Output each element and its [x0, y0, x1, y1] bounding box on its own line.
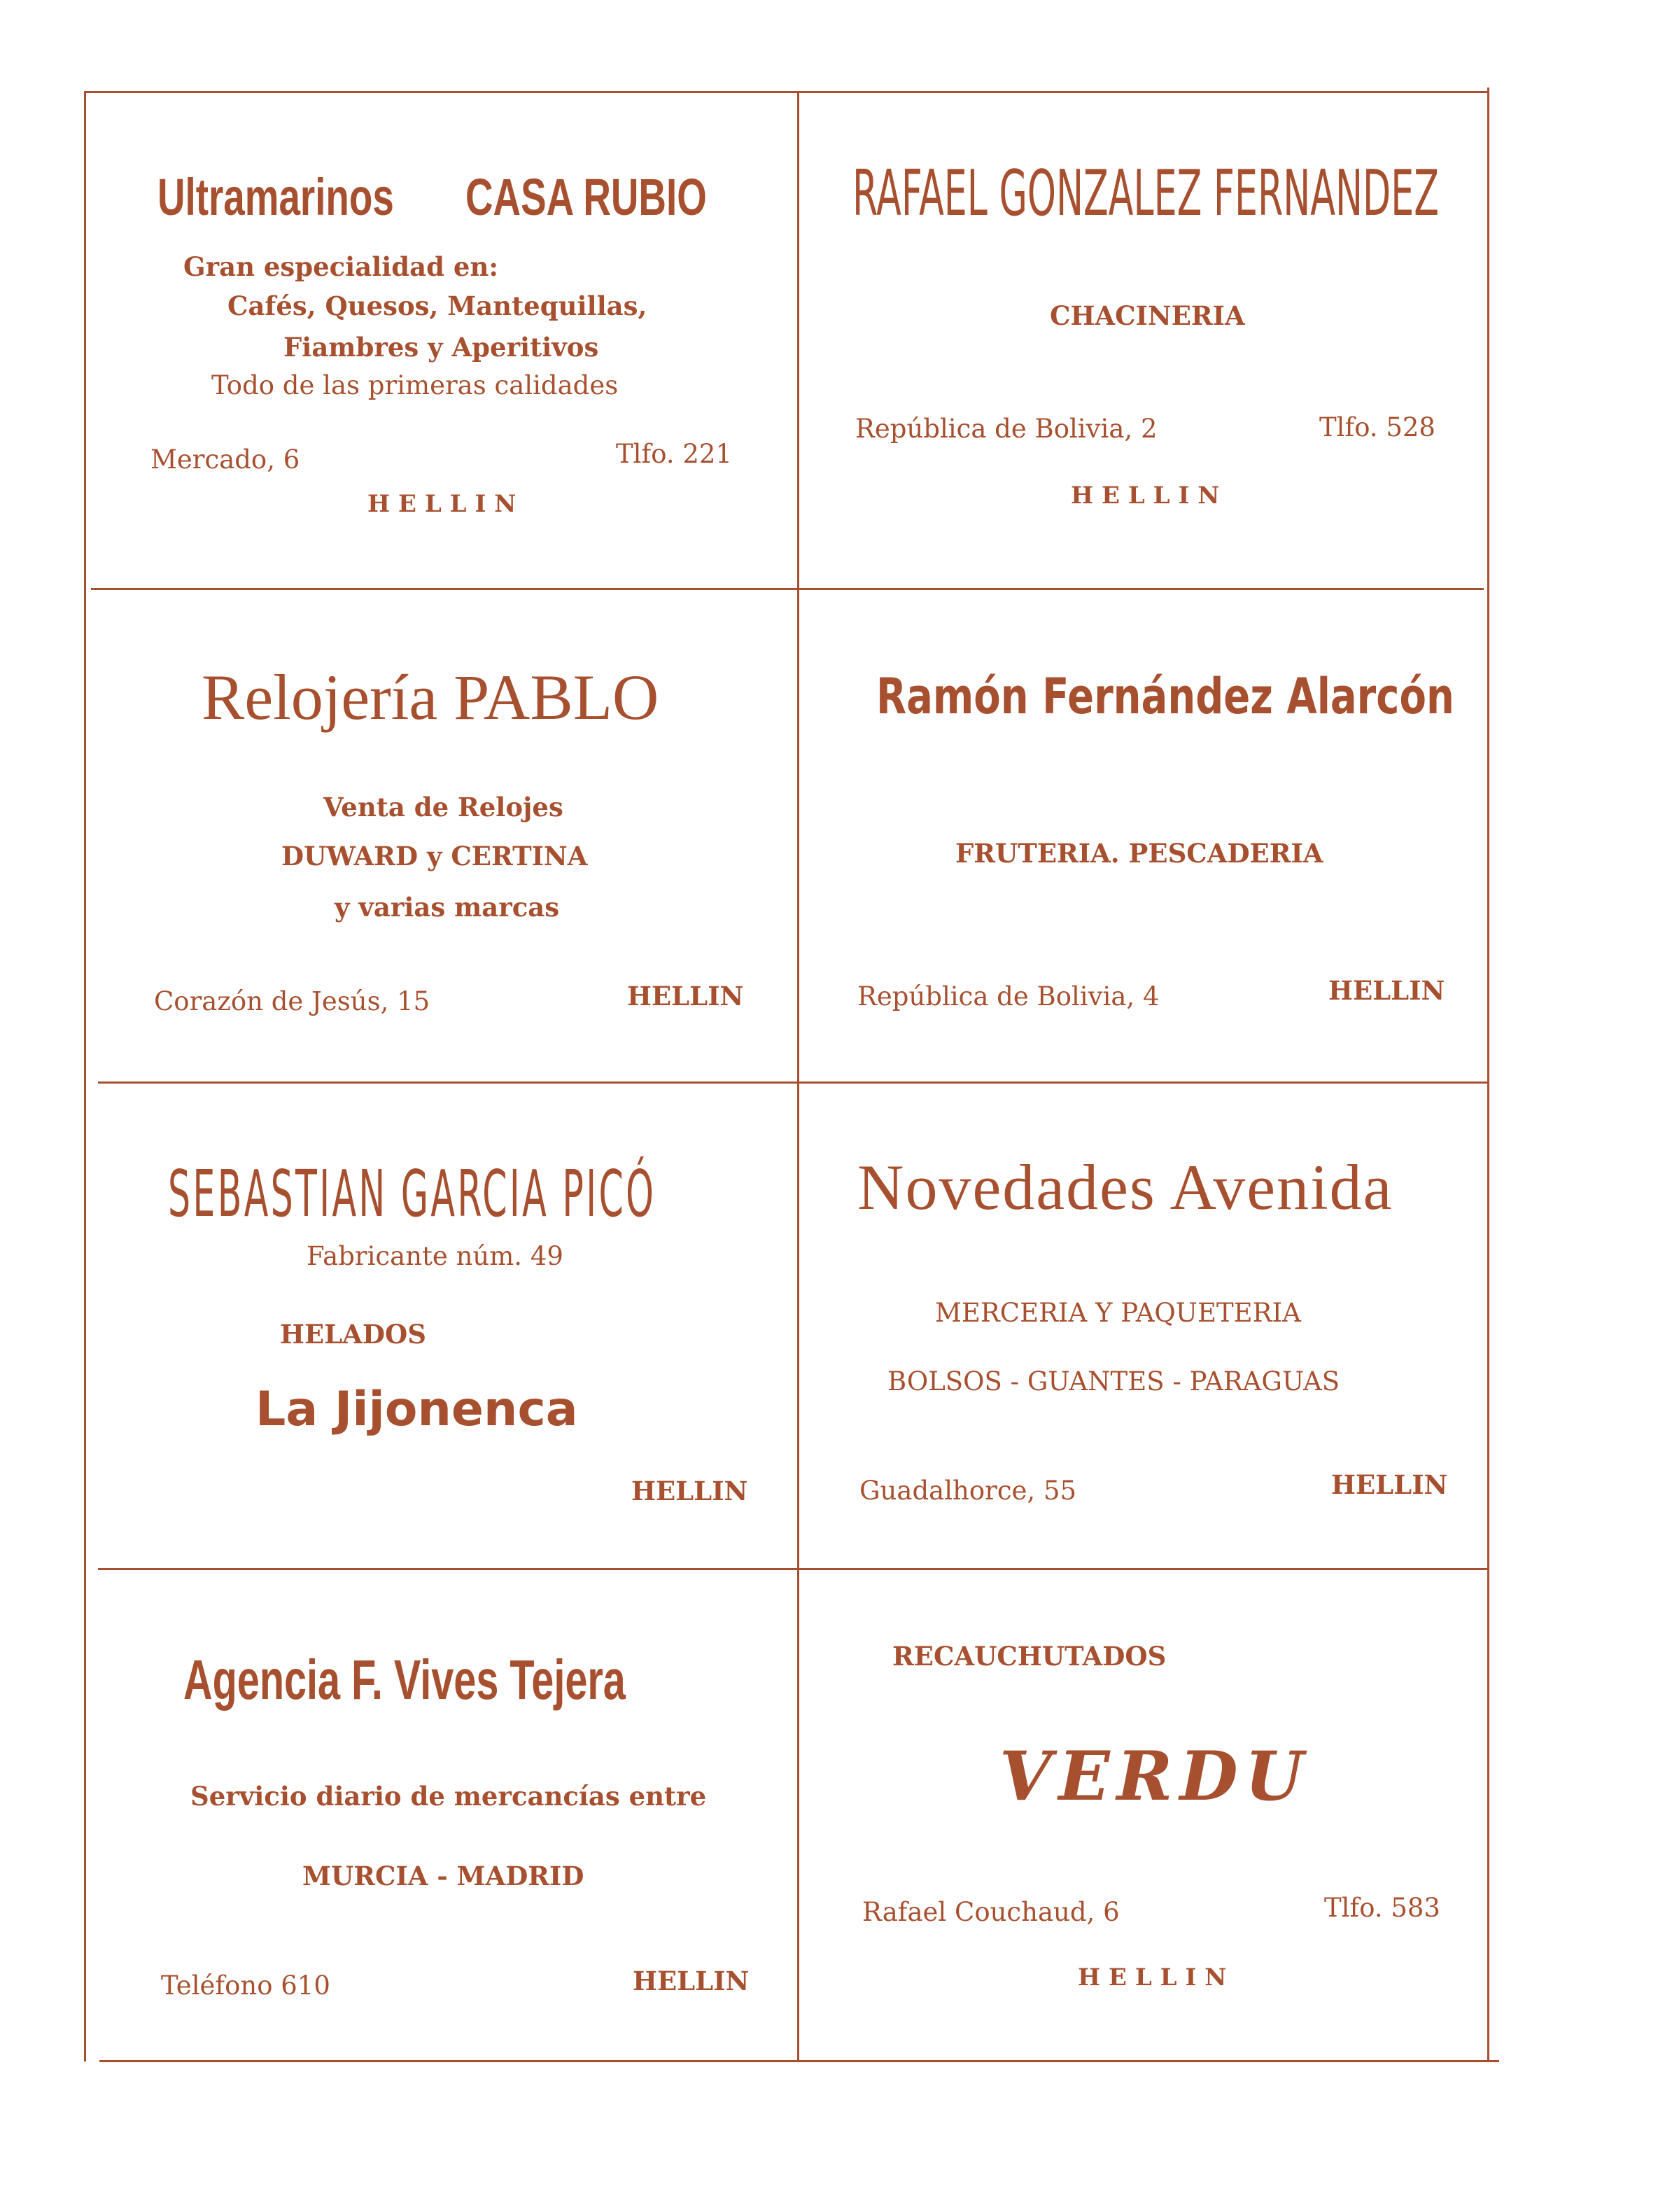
- center-divider: [797, 91, 799, 2062]
- top-border: [84, 91, 1489, 93]
- ad-text-line: Gran especialidad en:: [183, 251, 498, 282]
- ad-address: Guadalhorce, 55: [859, 1476, 1077, 1506]
- ad-text-line: Todo de las primeras calidades: [211, 370, 619, 400]
- ad-phone: Tlfo. 221: [616, 439, 732, 469]
- ad-city: HELLIN: [1328, 975, 1445, 1006]
- ad-text-line: Venta de Relojes: [323, 792, 563, 822]
- ad-address: República de Bolivia, 4: [857, 981, 1160, 1011]
- ad-city: HELLIN: [1071, 482, 1228, 510]
- ad-city: HELLIN: [633, 1966, 750, 1996]
- ad-city: HELLIN: [627, 981, 744, 1011]
- ad-title-ultramarinos: Ultramarinos: [157, 168, 394, 226]
- ad-title: Novedades Avenida: [857, 1152, 1393, 1223]
- ad-text-line: Fiambres y Aperitivos: [283, 332, 599, 363]
- ad-city: HELLIN: [367, 490, 525, 518]
- ad-city: HELLIN: [1331, 1469, 1448, 1500]
- ad-text-line: Servicio diario de mercancías entre: [190, 1781, 707, 1812]
- ad-text-line: BOLSOS - GUANTES - PARAGUAS: [887, 1366, 1340, 1396]
- ad-title: VERDU: [999, 1737, 1311, 1816]
- ad-text-line: DUWARD y CERTINA: [281, 841, 588, 872]
- ad-address: Rafael Couchaud, 6: [862, 1897, 1120, 1927]
- ad-address: República de Bolivia, 2: [855, 414, 1158, 444]
- ad-text-line: Cafés, Quesos, Mantequillas,: [227, 290, 647, 321]
- ad-city: HELLIN: [1078, 1963, 1235, 1991]
- right-border: [1487, 88, 1489, 2062]
- ad-brand: La Jijonenca: [255, 1382, 578, 1437]
- ad-phone: Teléfono 610: [161, 1970, 330, 2001]
- ad-city: HELLIN: [631, 1476, 748, 1506]
- ad-address: Corazón de Jesús, 15: [154, 986, 430, 1016]
- ad-text-line: MERCERIA Y PAQUETERIA: [935, 1298, 1301, 1328]
- ad-text-line: RECAUCHUTADOS: [892, 1641, 1167, 1672]
- ad-text-line: y varias marcas: [335, 892, 560, 923]
- row-divider-2: [98, 1082, 1487, 1084]
- ad-text-line: HELADOS: [280, 1319, 426, 1350]
- bottom-border: [99, 2060, 1499, 2062]
- ad-address: Mercado, 6: [150, 444, 300, 475]
- ad-text-line: CHACINERIA: [1050, 300, 1245, 331]
- left-border: [84, 91, 86, 2062]
- ad-title: SEBASTIAN GARCIA PICÓ: [168, 1156, 656, 1231]
- ad-title: Ramón Fernández Alarcón: [876, 668, 1454, 725]
- ad-title: RAFAEL GONZALEZ FERNANDEZ: [852, 157, 1439, 230]
- ad-phone: Tlfo. 528: [1319, 412, 1435, 442]
- ad-text-line: FRUTERIA. PESCADERIA: [955, 838, 1323, 869]
- ad-text-line: Fabricante núm. 49: [307, 1241, 563, 1271]
- ad-phone: Tlfo. 583: [1324, 1893, 1440, 1923]
- row-divider-1: [91, 588, 1484, 590]
- ad-title: Relojería PABLO: [202, 662, 659, 733]
- ad-title-casa-rubio: CASA RUBIO: [465, 168, 707, 226]
- ad-text-line: MURCIA - MADRID: [302, 1861, 584, 1891]
- ad-title: Agencia F. Vives Tejera: [183, 1648, 626, 1711]
- row-divider-3: [98, 1568, 1487, 1570]
